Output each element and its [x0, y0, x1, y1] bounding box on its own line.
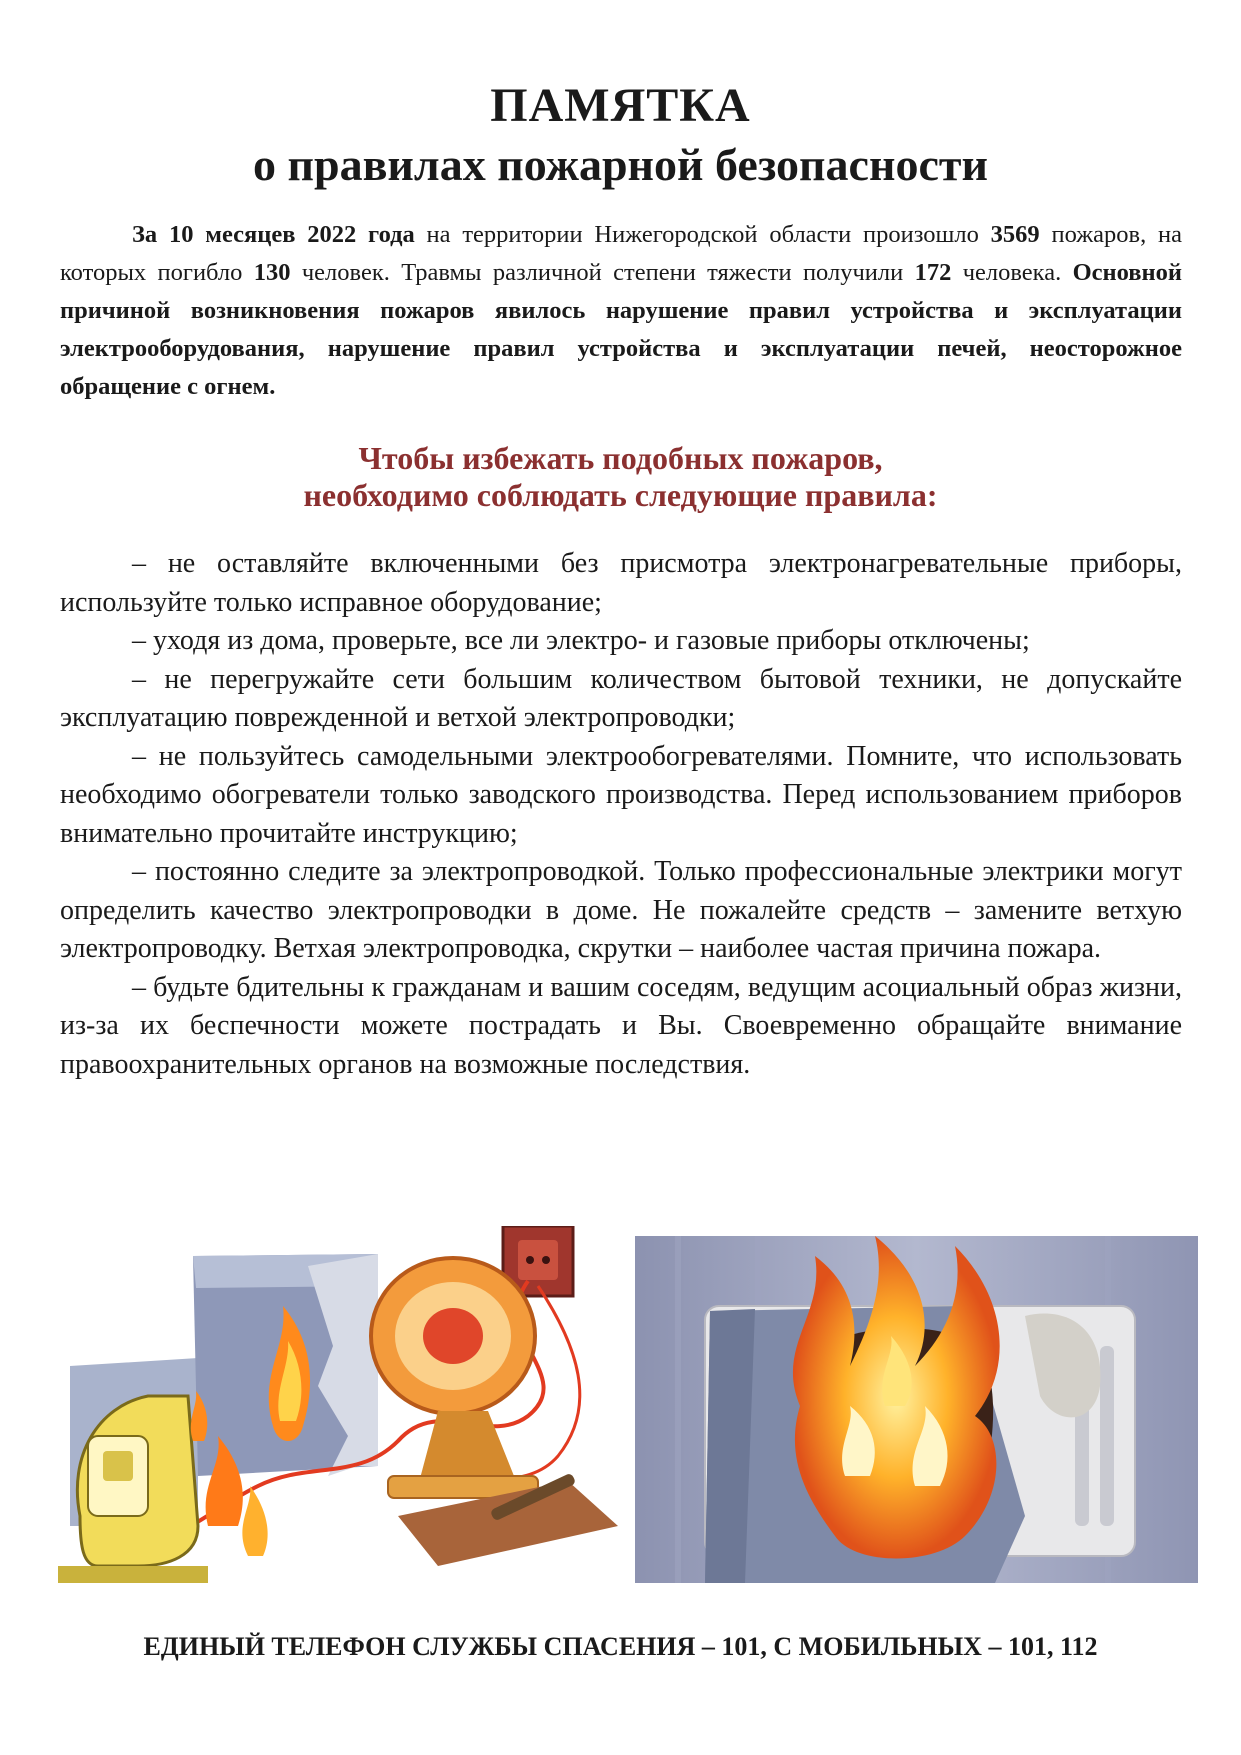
rules-list [60, 545, 1182, 1084]
rule-item: – не перегружайте сети большим количеством бытовой техники, не допускайте эксплуатацию поврежденной и ветхой электропроводки; [60, 663, 1182, 733]
intro-text-1: на территории Нижегородской области произошло [414, 221, 991, 248]
intro-text-3: человек. Травмы различной степени тяжести получили [290, 259, 915, 286]
emergency-phone: ЕДИНЫЙ ТЕЛЕФОН СЛУЖБЫ СПАСЕНИЯ – 101, С МОБИЛЬНЫХ – 101, 112 [143, 1632, 1098, 1661]
rule-item: – уходя из дома, проверьте, все ли электро- и газовые приборы отключены; [132, 625, 1030, 656]
page-title: ПАМЯТКА [490, 79, 751, 132]
rule-item: – будьте бдительны к гражданам и вашим соседям, ведущим асоциальный образ жизни, из-за их беспечности можете пострадать и Вы. Своевременно обращайте внимание правоохранительных органов на возможные последствия. [60, 971, 1182, 1080]
radiator-fire-photo [635, 1236, 1198, 1583]
appliances-fire-illustration [58, 1226, 628, 1583]
intro-period: За 10 месяцев 2022 года [132, 221, 415, 248]
appliances-fire-icon [58, 1226, 628, 1583]
rule-item: – не оставляйте включенными без присмотра электронагревательные приборы, используйте только исправное оборудование; [60, 548, 1182, 618]
rules-heading [0, 440, 1241, 514]
fires-count: 3569 [990, 221, 1040, 248]
illustrations [58, 1226, 1194, 1583]
rule-item: – не пользуйтесь самодельными электрообогревателями. Помните, что использовать необходимо обогреватели только заводского производства. Перед использованием приборов внимательно прочитайте инструкцию; [60, 740, 1182, 849]
intro-cause: Основной причиной возникновения пожаров явилось нарушение правил устройства и эксплуатации электрооборудования, нарушение правил устройства и эксплуатации печей, неосторожное обращение с огнем. [60, 259, 1182, 400]
injured-count: 172 [914, 259, 952, 286]
page-subtitle: о правилах пожарной безопасности [252, 139, 988, 190]
rules-heading-line-2: необходимо соблюдать следующие правила: [303, 477, 938, 513]
dead-count: 130 [253, 259, 291, 286]
intro-text-2: пожаров, на которых погибло [60, 221, 1182, 286]
rules-heading-line-1: Чтобы избежать подобных пожаров, [358, 440, 883, 476]
rule-item: – постоянно следите за электропроводкой. Только профессиональные электрики могут определить качество электропроводки в доме. Не пожалейте средств – замените ветхую электропроводку. Ветхая электропроводка, скрутки – наиболее частая причина пожара. [60, 856, 1182, 964]
radiator-fire-icon [635, 1236, 1198, 1583]
intro-text-4: человека. [951, 259, 1073, 286]
intro-paragraph [60, 216, 1182, 406]
